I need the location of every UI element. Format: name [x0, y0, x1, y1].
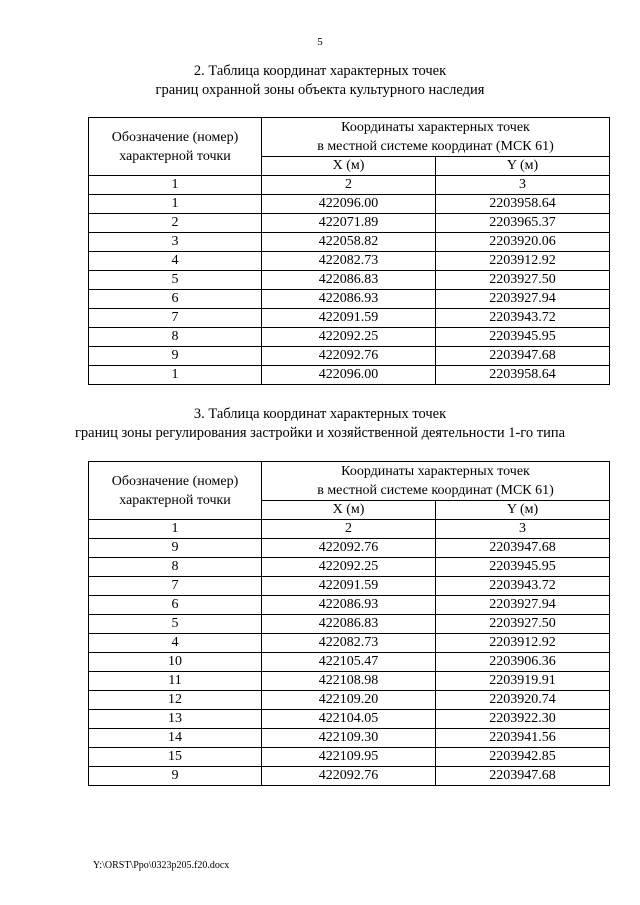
table-row	[89, 729, 610, 748]
point-number-cell: 7	[89, 309, 262, 328]
x-coordinate-cell: 422071.89	[262, 214, 436, 233]
table-row	[89, 366, 610, 385]
table2-caption	[0, 62, 640, 100]
y-coordinate-cell: 2203927.50	[436, 615, 610, 634]
column-number-1: 1	[89, 520, 262, 539]
y-coordinate-cell: 2203906.36	[436, 653, 610, 672]
point-number-cell: 4	[89, 252, 262, 271]
header-y: Y (м)	[436, 157, 610, 176]
y-coordinate-cell: 2203919.91	[436, 672, 610, 691]
table-row	[89, 634, 610, 653]
x-coordinate-cell: 422086.93	[262, 290, 436, 309]
header-coords-line2: в местной системе координат (МСК 61)	[317, 483, 554, 498]
x-coordinate-cell: 422082.73	[262, 252, 436, 271]
table-row	[89, 214, 610, 233]
y-coordinate-cell: 2203920.06	[436, 233, 610, 252]
table3-caption-line2: границ зоны регулирования застройки и хозяйственной деятельности 1-го типа	[74, 425, 566, 441]
table-row	[89, 653, 610, 672]
x-coordinate-cell: 422086.83	[262, 615, 436, 634]
point-number-cell: 6	[89, 596, 262, 615]
y-coordinate-cell: 2203947.68	[436, 767, 610, 786]
y-coordinate-cell: 2203947.68	[436, 539, 610, 558]
x-coordinate-cell: 422091.59	[262, 577, 436, 596]
point-number-cell: 14	[89, 729, 262, 748]
y-coordinate-cell: 2203943.72	[436, 309, 610, 328]
header-point-designation	[89, 462, 262, 520]
header-point-line2: характерной точки	[119, 492, 231, 508]
table-row	[89, 271, 610, 290]
y-coordinate-cell: 2203945.95	[436, 558, 610, 577]
y-coordinate-cell: 2203927.50	[436, 271, 610, 290]
header-y: Y (м)	[436, 501, 610, 520]
y-coordinate-cell: 2203942.85	[436, 748, 610, 767]
x-coordinate-cell: 422109.30	[262, 729, 436, 748]
x-coordinate-cell: 422082.73	[262, 634, 436, 653]
y-coordinate-cell: 2203945.95	[436, 328, 610, 347]
y-coordinate-cell: 2203922.30	[436, 710, 610, 729]
header-x: X (м)	[262, 501, 436, 520]
table-row	[89, 767, 610, 786]
point-number-cell: 7	[89, 577, 262, 596]
x-coordinate-cell: 422092.25	[262, 558, 436, 577]
table-row	[89, 347, 610, 366]
y-coordinate-cell: 2203958.64	[436, 195, 610, 214]
x-coordinate-cell: 422092.76	[262, 767, 436, 786]
table-row	[89, 539, 610, 558]
x-coordinate-cell: 422091.59	[262, 309, 436, 328]
table-row	[89, 252, 610, 271]
point-number-cell: 4	[89, 634, 262, 653]
table2-caption-line1: 2. Таблица координат характерных точек	[193, 63, 447, 79]
x-coordinate-cell: 422105.47	[262, 653, 436, 672]
table-row	[89, 596, 610, 615]
header-point-line2: характерной точки	[119, 148, 231, 164]
table-row	[89, 710, 610, 729]
table3-caption-line1: 3. Таблица координат характерных точек	[193, 406, 447, 422]
point-number-cell: 3	[89, 233, 262, 252]
table-row	[89, 233, 610, 252]
header-coordinates	[262, 462, 610, 501]
point-number-cell: 10	[89, 653, 262, 672]
column-number-3: 3	[436, 520, 610, 539]
x-coordinate-cell: 422086.93	[262, 596, 436, 615]
point-number-cell: 11	[89, 672, 262, 691]
header-point-line1: Обозначение (номер)	[111, 473, 239, 489]
point-number-cell: 1	[89, 195, 262, 214]
y-coordinate-cell: 2203943.72	[436, 577, 610, 596]
table-row	[89, 672, 610, 691]
point-number-cell: 9	[89, 539, 262, 558]
x-coordinate-cell: 422109.95	[262, 748, 436, 767]
point-number-cell: 5	[89, 615, 262, 634]
x-coordinate-cell: 422096.00	[262, 366, 436, 385]
table-row	[89, 558, 610, 577]
x-coordinate-cell: 422086.83	[262, 271, 436, 290]
y-coordinate-cell: 2203920.74	[436, 691, 610, 710]
x-coordinate-cell: 422092.25	[262, 328, 436, 347]
table-row	[89, 748, 610, 767]
point-number-cell: 6	[89, 290, 262, 309]
x-coordinate-cell: 422058.82	[262, 233, 436, 252]
point-number-cell: 8	[89, 328, 262, 347]
x-coordinate-cell: 422092.76	[262, 539, 436, 558]
y-coordinate-cell: 2203958.64	[436, 366, 610, 385]
table2-caption-line2: границ охранной зоны объекта культурного наследия	[155, 82, 485, 98]
column-number-2: 2	[262, 520, 436, 539]
header-coordinates	[262, 118, 610, 157]
x-coordinate-cell: 422104.05	[262, 710, 436, 729]
table-row	[89, 309, 610, 328]
y-coordinate-cell: 2203912.92	[436, 252, 610, 271]
y-coordinate-cell: 2203927.94	[436, 290, 610, 309]
header-point-line1: Обозначение (номер)	[111, 129, 239, 145]
column-number-2: 2	[262, 176, 436, 195]
point-number-cell: 12	[89, 691, 262, 710]
table3-coordinates	[88, 461, 610, 786]
page-number: 5	[317, 36, 323, 48]
table2-coordinates	[88, 117, 610, 385]
header-point-designation	[89, 118, 262, 176]
table-row	[89, 615, 610, 634]
y-coordinate-cell: 2203927.94	[436, 596, 610, 615]
x-coordinate-cell: 422092.76	[262, 347, 436, 366]
y-coordinate-cell: 2203965.37	[436, 214, 610, 233]
x-coordinate-cell: 422096.00	[262, 195, 436, 214]
table-row	[89, 290, 610, 309]
point-number-cell: 13	[89, 710, 262, 729]
footer-file-path: Y:\ORST\Ppo\0323p205.f20.docx	[93, 860, 230, 871]
table-row	[89, 195, 610, 214]
x-coordinate-cell: 422108.98	[262, 672, 436, 691]
point-number-cell: 1	[89, 366, 262, 385]
table-row	[89, 328, 610, 347]
point-number-cell: 15	[89, 748, 262, 767]
point-number-cell: 2	[89, 214, 262, 233]
header-coords-line1: Координаты характерных точек	[341, 120, 530, 135]
point-number-cell: 5	[89, 271, 262, 290]
header-x: X (м)	[262, 157, 436, 176]
table-row	[89, 691, 610, 710]
header-coords-line1: Координаты характерных точек	[341, 464, 530, 479]
point-number-cell: 8	[89, 558, 262, 577]
header-coords-line2: в местной системе координат (МСК 61)	[317, 139, 554, 154]
x-coordinate-cell: 422109.20	[262, 691, 436, 710]
column-number-1: 1	[89, 176, 262, 195]
column-number-3: 3	[436, 176, 610, 195]
y-coordinate-cell: 2203941.56	[436, 729, 610, 748]
point-number-cell: 9	[89, 767, 262, 786]
table-row	[89, 577, 610, 596]
y-coordinate-cell: 2203912.92	[436, 634, 610, 653]
point-number-cell: 9	[89, 347, 262, 366]
y-coordinate-cell: 2203947.68	[436, 347, 610, 366]
table3-caption	[0, 405, 640, 443]
